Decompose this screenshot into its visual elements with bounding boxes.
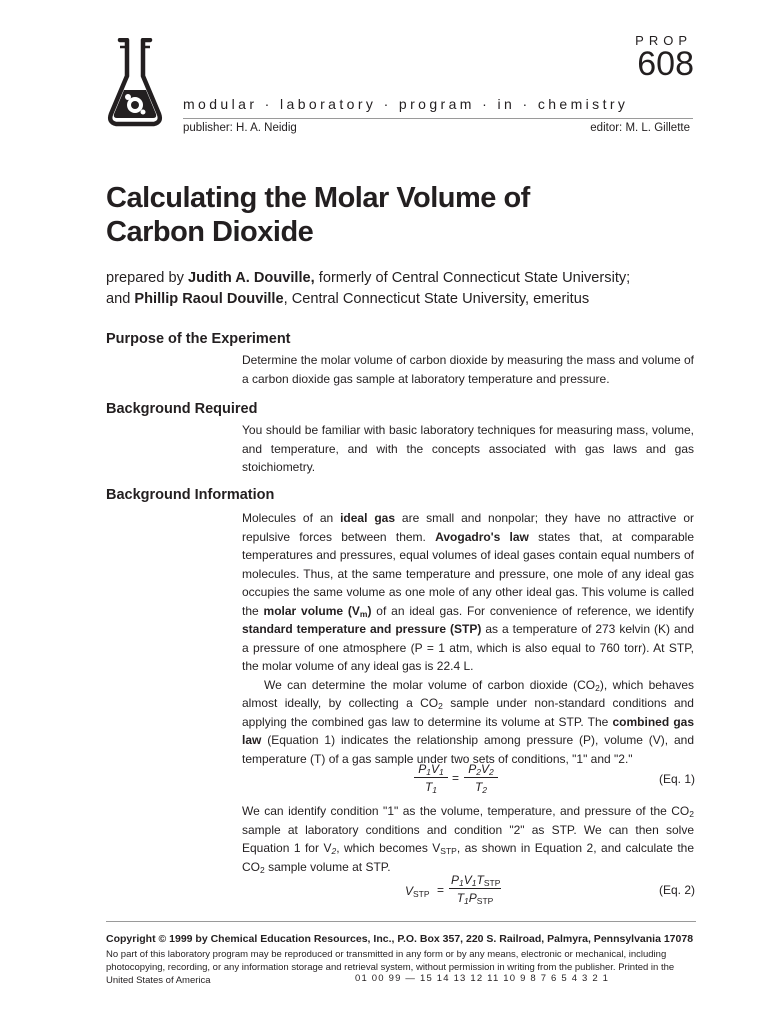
- information-text-continued: [242, 802, 694, 876]
- author-2-affiliation: , Central Connecticut State University, emeritus: [283, 291, 590, 307]
- eq1-left-fraction: $P_1V_1$ $T_1$: [414, 762, 448, 794]
- author-1-affiliation: formerly of Central Connecticut State University;: [314, 270, 631, 286]
- author-2: Phillip Raoul Douville: [134, 291, 284, 307]
- eq2-equals: =: [437, 883, 445, 897]
- prop-label: PROP: [635, 33, 692, 48]
- eq1-right-fraction: $P_2V_2$ $T_2$: [464, 762, 498, 794]
- eq2-lhs: $V_{STP}$: [405, 884, 430, 899]
- equation-2-label: (Eq. 2): [658, 883, 695, 897]
- flask-logo-icon: [106, 38, 164, 132]
- footer-divider: [106, 921, 696, 922]
- equation-1: [400, 762, 520, 802]
- required-text: [242, 421, 694, 477]
- purpose-paragraph: Determine the molar volume of carbon dioxide by measuring the mass and volume of a carbon dioxide gas sample at laboratory temperature and pressure.: [242, 353, 694, 386]
- section-heading-information: Background Information: [106, 487, 275, 503]
- authors-and: and: [106, 291, 135, 307]
- eq2-fraction: $P_1V_1T_{STP}$ $T_1P_{STP}$: [451, 873, 501, 906]
- copyright-body: No part of this laboratory program may be reproduced or transmitted in any form or by any means, electronic or mechanical, including photocopying, recording, or any information storage and retrieval system, without permission in writing from the publisher. Printed in the United States of America: [106, 949, 675, 986]
- document-title: [106, 181, 686, 249]
- title-line-1: Calculating the Molar Volume of: [106, 182, 530, 214]
- author-1: Judith A. Douville,: [187, 270, 315, 286]
- equation-1-label: (Eq. 1): [658, 772, 695, 786]
- required-paragraph: You should be familiar with basic laboratory techniques for measuring mass, volume, and temperature, and with the concepts associated with gas laws and gas stoichiometry.: [242, 423, 694, 474]
- eq1-equals: =: [452, 771, 460, 785]
- publisher-credit: publisher: H. A. Neidig: [183, 122, 297, 134]
- series-tagline: modular · laboratory · program · in · chemistry: [183, 96, 629, 112]
- header-divider: [183, 118, 693, 119]
- prop-number: 608: [637, 45, 694, 83]
- purpose-text: [242, 351, 694, 388]
- editor-credit: editor: M. L. Gillette: [590, 122, 690, 134]
- section-heading-purpose: Purpose of the Experiment: [106, 331, 291, 347]
- section-heading-required: Background Required: [106, 401, 258, 417]
- information-paragraph-1: Molecules of an ideal gas are small and nonpolar; they have no attractive or repulsive forces between them. Avogadro's law states that, at comparable temperatures and pressures, equal volumes of ideal gases contain equal numbers of molecules. Thus, at the same temperature and pressure, one mole of any ideal gas occupies the same volume as one mole of any other ideal gas. This volume is called the molar volume $(V_m)$ of an ideal gas. For convenience of reference, we identify standard temperature and pressure (STP) as a temperature of 273 kelvin (K) and a pressure of one atmosphere (P = 1 atm, which is also equal to 760 torr). At STP, the molar volume of any ideal gas is 22.4 L.: [242, 511, 695, 673]
- information-text: [242, 509, 694, 768]
- printing-line: 01 00 99 — 15 14 13 12 11 10 9 8 7 6 5 4 3 2 1: [355, 973, 610, 984]
- equation-2: [405, 873, 525, 913]
- authors-prefix: prepared by: [106, 270, 188, 286]
- author-credits: [106, 268, 706, 310]
- information-paragraph-3: We can identify condition "1" as the volume, temperature, and pressure of the $CO_2$ sample at laboratory conditions and condition "2" as STP. We can then solve Equation 1 for $V_2$, which becomes $V_{STP}$, as shown in Equation 2, and calculate the $CO_2$ sample volume at STP.: [242, 804, 695, 875]
- title-line-2: Carbon Dioxide: [106, 216, 314, 248]
- copyright-heading: Copyright © 1999 by Chemical Education Resources, Inc., P.O. Box 357, 220 S. Railroad, Palmyra, Pennsylvania 17078: [106, 933, 694, 945]
- information-paragraph-2: We can determine the molar volume of carbon dioxide $(CO_2)$, which behaves almost ideally, by collecting a $CO_2$ sample under non-standard conditions and applying the combined gas law to determine its volume at STP. The combined gas law (Equation 1) indicates the relationship among pressure (P), volume (V), and temperature (T) of a gas sample under two sets of conditions, "1" and "2.": [242, 677, 695, 766]
